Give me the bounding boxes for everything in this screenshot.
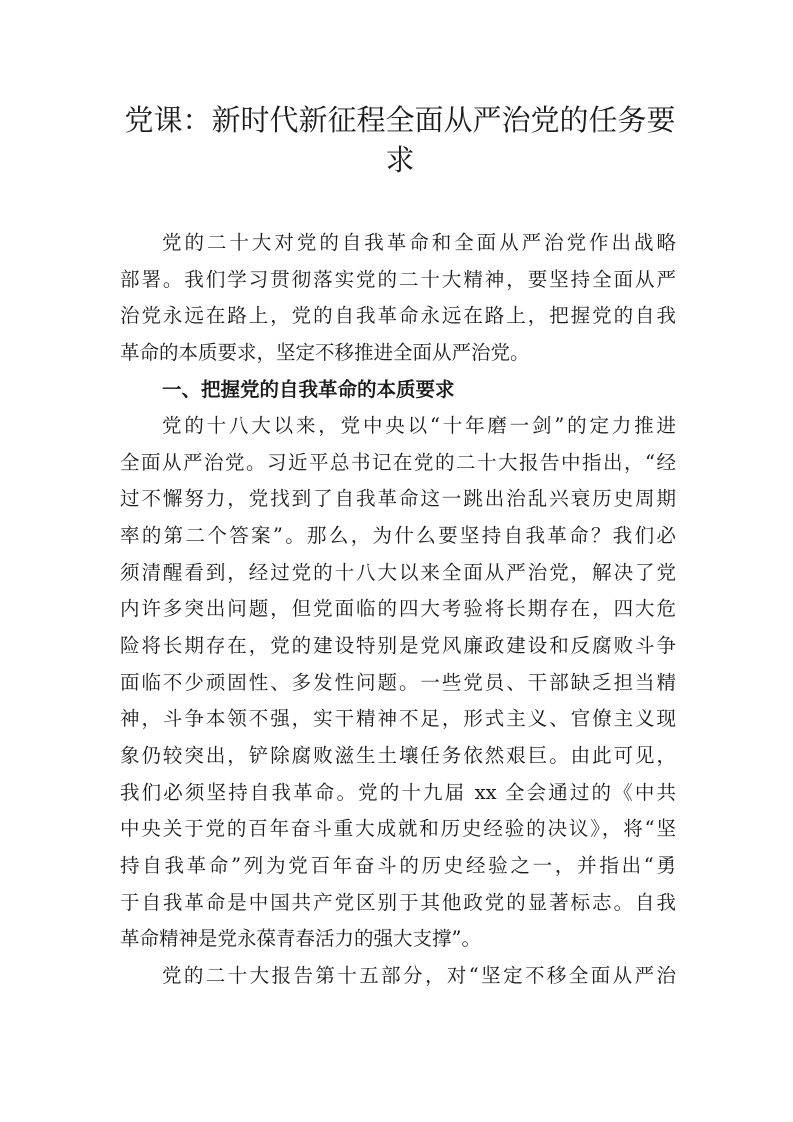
- paragraph-line: 内许多突出问题，但党面临的四大考验将长期存在，四大危: [120, 597, 676, 621]
- paragraph-line: 部署。我们学习贯彻落实党的二十大精神，要坚持全面从严: [120, 267, 676, 291]
- paragraph-line: 险将长期存在，党的建设特别是党风廉政建设和反腐败斗争: [120, 634, 676, 658]
- paragraph-line: 率的第二个答案”。那么，为什么要坚持自我革命？我们必: [120, 524, 676, 548]
- paragraph-line: 象仍较突出，铲除腐败滋生土壤任务依然艰巨。由此可见，: [120, 743, 676, 767]
- paragraph-line: 党的十八大以来，党中央以“十年磨一剑”的定力推进: [162, 414, 676, 438]
- paragraph-line: 于自我革命是中国共产党区别于其他政党的显著标志。自我: [120, 890, 676, 914]
- paragraph-line: 全面从严治党。习近平总书记在党的二十大报告中指出，“经: [120, 450, 676, 474]
- paragraph-line: 我们必须坚持自我革命。党的十九届 xx 全会通过的《中共: [120, 780, 676, 804]
- paragraph-line: 须清醒看到，经过党的十八大以来全面从严治党，解决了党: [120, 560, 676, 584]
- section-heading: 一、把握党的自我革命的本质要求: [162, 377, 455, 401]
- title-line: 党课：新时代新征程全面从严治党的任务要: [124, 103, 676, 137]
- paragraph-line: 党的二十大报告第十五部分，对“坚定不移全面从严治: [162, 963, 676, 987]
- paragraph-line: 革命精神是党永葆青春活力的强大支撑”。: [120, 927, 481, 951]
- paragraph-line: 持自我革命”列为党百年奋斗的历史经验之一，并指出“勇: [120, 853, 676, 877]
- paragraph-line: 治党永远在路上，党的自我革命永远在路上，把握党的自我: [120, 304, 676, 328]
- document-body: [120, 225, 676, 994]
- paragraph-line: 神，斗争本领不强，实干精神不足，形式主义、官僚主义现: [120, 707, 676, 731]
- paragraph-line: 过不懈努力，党找到了自我革命这一跳出治乱兴衰历史周期: [120, 487, 676, 511]
- paragraph-line: 革命的本质要求，坚定不移推进全面从严治党。: [120, 340, 530, 364]
- paragraph-line: 党的二十大对党的自我革命和全面从严治党作出战略: [162, 231, 676, 254]
- paragraph-line: 面临不少顽固性、多发性问题。一些党员、干部缺乏担当精: [120, 670, 676, 694]
- document-title: [100, 100, 700, 180]
- paragraph-line: 中央关于党的百年奋斗重大成就和历史经验的决议》，将“坚: [120, 817, 676, 841]
- title-line: 求: [385, 143, 415, 177]
